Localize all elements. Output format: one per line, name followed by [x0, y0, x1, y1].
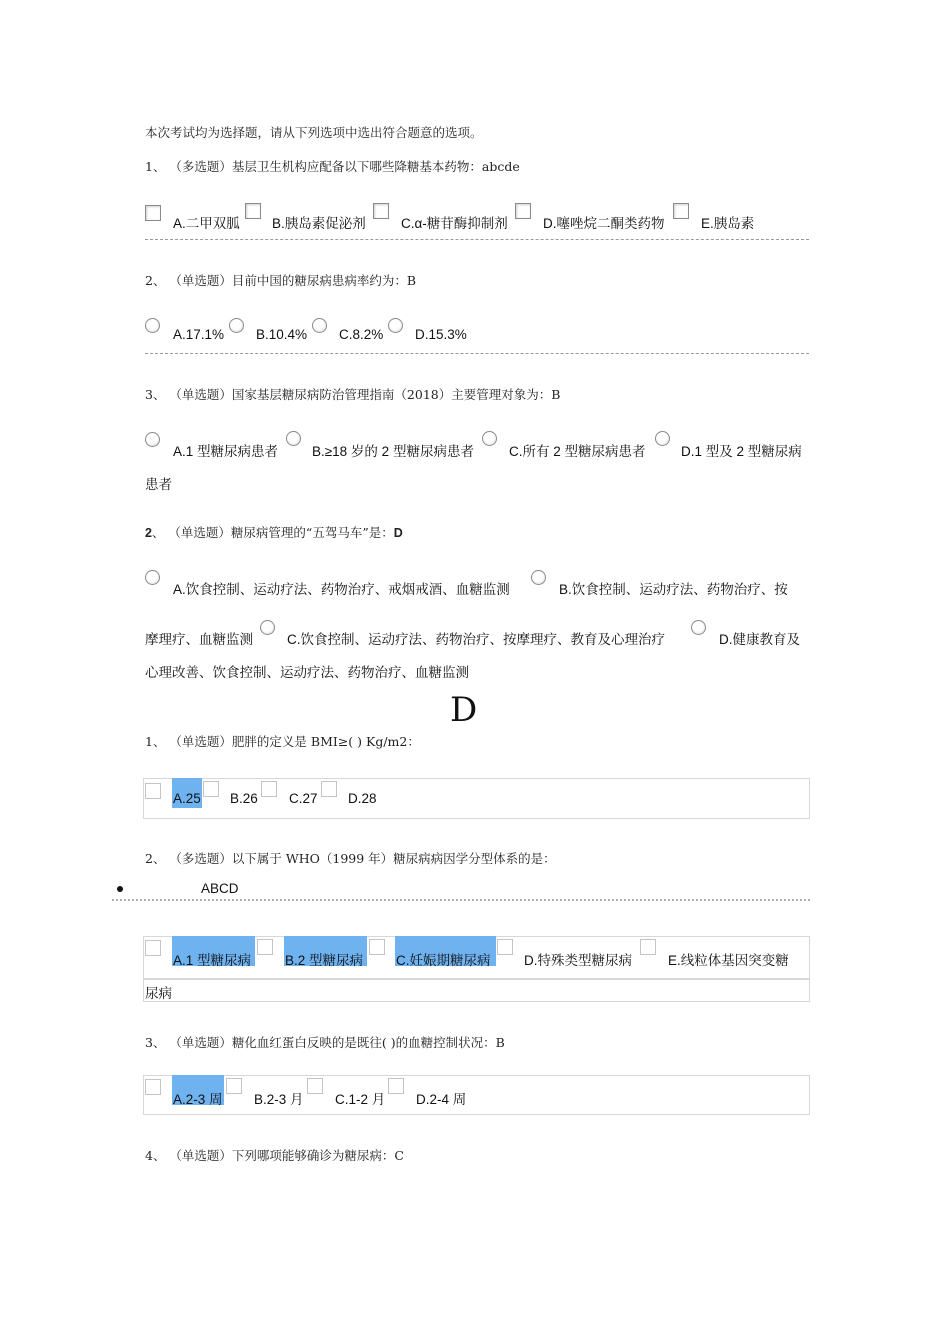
- checkbox-s2q1-d[interactable]: [321, 781, 337, 797]
- question-4-number: 2: [145, 526, 152, 540]
- question-1: 1、 （多选题）基层卫生机构应配备以下哪些降糖基本药物：abcde: [145, 159, 520, 174]
- option-q1-d: D.噻唑烷二酮类药物: [543, 216, 665, 231]
- divider: [145, 353, 809, 354]
- intro-text: 本次考试均为选择题，请从下列选项中选出符合题意的选项。: [145, 125, 483, 140]
- option-q2-c: C.8.2%: [339, 327, 384, 342]
- checkbox-s2q3-c[interactable]: [307, 1078, 323, 1094]
- option-q2-a: A.17.1%: [173, 327, 225, 342]
- radio-q2-a[interactable]: [145, 318, 160, 333]
- radio-q3-c[interactable]: [482, 431, 497, 446]
- checkbox-s2q2-d[interactable]: [497, 939, 513, 955]
- radio-q2-c[interactable]: [312, 318, 327, 333]
- question-4: [145, 523, 403, 541]
- s2q2-answer: ABCD: [201, 881, 239, 896]
- checkbox-s2q3-a[interactable]: [145, 1079, 161, 1095]
- option-q2-b: B.10.4%: [256, 327, 308, 342]
- checkbox-s2q2-e[interactable]: [640, 939, 656, 955]
- question-4-text: 、 （单选题）糖尿病管理的“五驾马车”是：: [151, 525, 394, 540]
- checkbox-s2q2-c[interactable]: [369, 939, 385, 955]
- radio-q3-a[interactable]: [145, 432, 160, 447]
- option-s2q1-d: D.28: [348, 791, 377, 806]
- option-q4-c: C.饮食控制、运动疗法、药物治疗、按摩理疗、教育及心理治疗: [287, 632, 665, 647]
- option-q4-d-wrap: 心理改善、饮食控制、运动疗法、药物治疗、血糖监测: [145, 665, 469, 680]
- checkbox-q1-a[interactable]: [145, 205, 161, 221]
- option-s2q3-b: B.2-3 月: [254, 1092, 304, 1107]
- option-q3-d: D.1 型及 2 型糖尿病: [681, 444, 802, 459]
- radio-q2-b[interactable]: [229, 318, 244, 333]
- option-s2q3-a: A.2-3 周: [173, 1092, 223, 1107]
- option-s2q1-b: B.26: [230, 791, 258, 806]
- big-answer-letter: D: [450, 690, 478, 730]
- option-s2q2-c: C.妊娠期糖尿病: [396, 953, 491, 968]
- radio-q4-d[interactable]: [691, 620, 706, 635]
- option-q1-b: B.胰岛素促泌剂: [272, 216, 366, 231]
- divider: [112, 899, 810, 901]
- option-q3-a: A.1 型糖尿病患者: [173, 444, 279, 459]
- question-2: 2、 （单选题）目前中国的糖尿病患病率约为：B: [145, 273, 417, 288]
- radio-q4-a[interactable]: [145, 570, 160, 585]
- answer-box-s2q3: [143, 1075, 810, 1115]
- checkbox-q1-d[interactable]: [515, 203, 531, 219]
- question-3: 3、 （单选题）国家基层糖尿病防治管理指南（2018）主要管理对象为：B: [145, 387, 561, 402]
- radio-q2-d[interactable]: [388, 318, 403, 333]
- option-s2q3-d: D.2-4 周: [416, 1092, 467, 1107]
- option-q1-e: E.胰岛素: [701, 216, 755, 231]
- option-q3-d-wrap: 患者: [145, 477, 172, 492]
- option-q4-a: A.饮食控制、运动疗法、药物治疗、戒烟戒酒、血糖监测: [173, 582, 510, 597]
- radio-q3-d[interactable]: [655, 431, 670, 446]
- option-s2q1-a: A.25: [173, 791, 201, 806]
- option-s2q2-e-wrap: 尿病: [145, 986, 172, 1001]
- radio-q4-b[interactable]: [531, 570, 546, 585]
- checkbox-s2q1-c[interactable]: [261, 781, 277, 797]
- option-q3-b: B.≥18 岁的 2 型糖尿病患者: [312, 444, 474, 459]
- checkbox-q1-c[interactable]: [373, 203, 389, 219]
- s2-question-3: 3、 （单选题）糖化血红蛋白反映的是既往( )的血糖控制状况：B: [145, 1035, 505, 1050]
- checkbox-s2q2-a[interactable]: [145, 940, 161, 956]
- s2-question-1: 1、 （单选题）肥胖的定义是 BMI≥( ) Kg/m2：: [145, 734, 420, 749]
- divider: [145, 239, 809, 240]
- option-q1-c: C.α-糖苷酶抑制剂: [401, 216, 508, 231]
- option-q4-d: D.健康教育及: [719, 632, 800, 647]
- bullet: [117, 886, 123, 892]
- option-q4-b: B.饮食控制、运动疗法、药物治疗、按: [559, 582, 788, 597]
- option-q2-d: D.15.3%: [415, 327, 467, 342]
- radio-q3-b[interactable]: [286, 431, 301, 446]
- s2-question-2: 2、 （多选题）以下属于 WHO（1999 年）糖尿病病因学分型体系的是：: [145, 851, 556, 866]
- checkbox-s2q2-b[interactable]: [257, 939, 273, 955]
- checkbox-s2q1-a[interactable]: [145, 783, 161, 799]
- option-s2q1-c: C.27: [289, 791, 318, 806]
- checkbox-s2q3-b[interactable]: [226, 1078, 242, 1094]
- option-q4-b-wrap: 摩理疗、血糖监测: [145, 632, 253, 647]
- radio-q4-c[interactable]: [260, 620, 275, 635]
- option-s2q3-c: C.1-2 月: [335, 1092, 386, 1107]
- option-q1-a: A.二甲双胍: [173, 216, 240, 231]
- checkbox-q1-e[interactable]: [673, 203, 689, 219]
- option-s2q2-d: D.特殊类型糖尿病: [524, 953, 632, 968]
- option-s2q2-b: B.2 型糖尿病: [285, 953, 364, 968]
- checkbox-s2q1-b[interactable]: [203, 781, 219, 797]
- checkbox-q1-b[interactable]: [245, 203, 261, 219]
- option-q3-c: C.所有 2 型糖尿病患者: [509, 444, 646, 459]
- option-s2q2-e: E.线粒体基因突变糖: [668, 953, 789, 968]
- checkbox-s2q3-d[interactable]: [388, 1078, 404, 1094]
- answer-box-s2q2-wrap: [143, 979, 810, 1002]
- option-s2q2-a: A.1 型糖尿病: [173, 953, 252, 968]
- question-4-answer: D: [393, 526, 403, 540]
- s2-question-4: 4、 （单选题）下列哪项能够确诊为糖尿病：C: [145, 1148, 404, 1163]
